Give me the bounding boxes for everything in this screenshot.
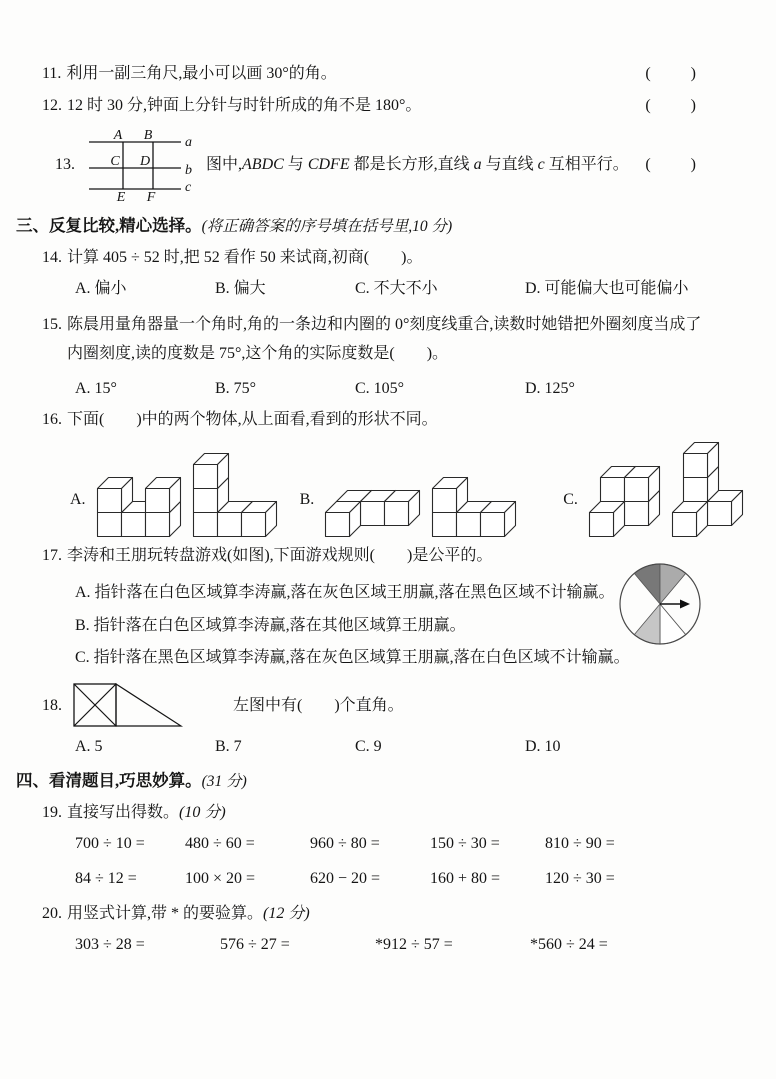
calc-item: 160 + 80 = xyxy=(430,869,501,887)
option-c: C. 9 xyxy=(355,738,382,756)
label-ABDC: ABDC xyxy=(242,156,284,173)
question-13-content xyxy=(55,128,629,202)
cube-face xyxy=(241,512,265,536)
question-12-text xyxy=(42,96,421,116)
question-13 xyxy=(0,128,776,202)
question-19-row1 xyxy=(0,834,776,854)
cube-face xyxy=(361,501,385,525)
cube-face xyxy=(385,501,409,525)
calc-item: 150 ÷ 30 = xyxy=(430,834,500,852)
question-text: 图中,ABDC 与 CDFE 都是长方形,直线 a 与直线 c 互相平行。 xyxy=(206,156,629,173)
option-a: A. 15° xyxy=(75,379,117,397)
question-text: 直接写出得数。 xyxy=(67,803,180,821)
option-b: B. 偏大 xyxy=(215,279,266,297)
question-17 xyxy=(0,546,776,675)
cube-face xyxy=(600,477,624,501)
answer-bracket: ( ) xyxy=(645,65,696,82)
question-12 xyxy=(0,96,776,116)
label-c: c xyxy=(537,156,545,173)
cube-figure-b1 xyxy=(324,489,421,538)
figure-group-c xyxy=(563,441,744,538)
question-text: 12 时 30 分,钟面上分针与时针所成的角不是 180°。 xyxy=(67,97,422,114)
point-label-B: B xyxy=(143,128,153,143)
option-a: A. 偏小 xyxy=(75,279,127,297)
question-14 xyxy=(0,248,776,268)
right-triangle xyxy=(116,684,181,726)
question-17-options xyxy=(0,577,676,675)
calc-item: 576 ÷ 27 = xyxy=(220,935,290,953)
option-b: B. 指针落在白色区域算李涛赢,落在其他区域算王朋赢。 xyxy=(75,616,466,634)
cube-figure-c2 xyxy=(671,441,744,538)
parallel-lines-figure xyxy=(84,128,202,202)
points-note: (12 分) xyxy=(263,904,310,922)
calc-item: *912 ÷ 57 = xyxy=(375,935,453,953)
point-label-E: E xyxy=(116,190,126,202)
option-d: D. 可能偏大也可能偏小 xyxy=(525,279,689,297)
option-b: B. 7 xyxy=(215,738,242,756)
line-label-c: c xyxy=(185,180,192,195)
cube-face xyxy=(672,512,696,536)
question-number: 11. xyxy=(42,65,62,82)
option-a: A. 指针落在白色区域算李涛赢,落在灰色区域王朋赢,落在黑色区域不计输赢。 xyxy=(75,583,615,601)
cube-face xyxy=(145,512,169,536)
calc-item: *560 ÷ 24 = xyxy=(530,935,608,953)
section-title: 四、看清题目,巧思妙算。 xyxy=(16,771,202,791)
cube-face xyxy=(433,512,457,536)
cube-face xyxy=(707,501,731,525)
cube-face xyxy=(589,512,613,536)
question-text: 计算 405 ÷ 52 时,把 52 看作 50 来试商,初商( )。 xyxy=(67,248,423,266)
answer-bracket: ( ) xyxy=(645,156,696,173)
cube-face xyxy=(433,488,457,512)
cube-face xyxy=(683,453,707,477)
section-title: 三、反复比较,精心选择。 xyxy=(16,216,202,235)
question-14-options xyxy=(0,279,776,299)
option-a: A. 5 xyxy=(75,738,103,756)
section-note: (31 分) xyxy=(201,773,247,791)
square-triangle-figure xyxy=(73,683,223,729)
calc-item: 100 × 20 = xyxy=(185,869,256,887)
cube-face xyxy=(624,477,648,501)
cube-face xyxy=(683,477,707,501)
calc-item: 120 ÷ 30 = xyxy=(545,869,615,887)
points-note: (10 分) xyxy=(179,803,226,821)
point-label-A: A xyxy=(113,128,123,143)
question-16-figures xyxy=(0,441,776,538)
figure-label-a: A. xyxy=(70,490,86,508)
cube-figure-a1 xyxy=(96,476,182,538)
question-11-text xyxy=(42,64,337,84)
cube-face xyxy=(457,512,481,536)
question-number: 13. xyxy=(55,156,75,173)
question-15 xyxy=(0,310,776,368)
question-number: 12. xyxy=(42,97,62,114)
label-a: a xyxy=(473,156,482,173)
cube-face xyxy=(145,488,169,512)
line-label-b: b xyxy=(185,163,192,178)
point-label-D: D xyxy=(139,154,151,169)
option-d: D. 10 xyxy=(525,738,561,756)
calc-item: 620 − 20 = xyxy=(310,869,381,887)
question-20-row xyxy=(0,935,776,955)
cube-face xyxy=(193,464,217,488)
cube-face xyxy=(217,512,241,536)
figure-group-b xyxy=(300,476,518,538)
section-3-heading xyxy=(0,216,776,237)
calc-item: 303 ÷ 28 = xyxy=(75,935,145,953)
option-d: D. 125° xyxy=(525,379,575,397)
question-18 xyxy=(0,683,776,729)
line-label-a: a xyxy=(185,135,192,150)
section-note: (将正确答案的序号填在括号里,10 分) xyxy=(201,218,453,235)
question-text: 左图中有( )个直角。 xyxy=(233,697,404,715)
cube-face xyxy=(97,512,121,536)
label-CDFE: CDFE xyxy=(307,156,350,173)
point-label-C: C xyxy=(110,154,120,169)
question-number: 15. xyxy=(42,315,62,333)
question-number: 19. xyxy=(42,803,62,821)
question-text: 李涛和王朋玩转盘游戏(如图),下面游戏规则( )是公平的。 xyxy=(67,546,493,564)
option-b: B. 75° xyxy=(215,379,257,397)
option-c: C. 105° xyxy=(355,379,405,397)
calc-item: 700 ÷ 10 = xyxy=(75,834,145,852)
figure-label-b: B. xyxy=(299,490,315,508)
question-15-options xyxy=(0,379,776,399)
cube-face xyxy=(97,488,121,512)
calc-item: 84 ÷ 12 = xyxy=(75,869,137,887)
cube-face xyxy=(193,488,217,512)
question-20 xyxy=(0,904,776,924)
section-4-heading xyxy=(0,771,776,792)
calc-item: 480 ÷ 60 = xyxy=(185,834,255,852)
question-19 xyxy=(0,803,776,823)
figure-group-a xyxy=(70,452,278,538)
question-text: 利用一副三角尺,最小可以画 30°的角。 xyxy=(66,65,337,82)
cube-figure-a2 xyxy=(192,452,278,538)
question-text-line2: 内圈刻度,读的度数是 75°,这个角的实际度数是( )。 xyxy=(67,344,449,362)
answer-bracket: ( ) xyxy=(645,97,696,114)
cube-face xyxy=(326,512,350,536)
question-text: 下面( )中的两个物体,从上面看,看到的形状不同。 xyxy=(67,410,438,428)
question-number: 20. xyxy=(42,904,62,922)
question-18-options xyxy=(0,737,776,757)
question-16 xyxy=(0,410,776,430)
cube-figure-c1 xyxy=(588,465,661,538)
option-c: C. 指针落在黑色区域算李涛赢,落在灰色区域算王朋赢,落在白色区域不计输赢。 xyxy=(75,649,630,667)
calc-item: 810 ÷ 90 = xyxy=(545,834,615,852)
question-number: 18. xyxy=(42,697,62,715)
question-11 xyxy=(0,64,776,84)
question-number: 16. xyxy=(42,410,62,428)
figure-label-c: C. xyxy=(563,490,578,508)
cube-figure-b2 xyxy=(431,476,517,538)
question-text-line1: 陈晨用量角器量一个角时,角的一条边和内圈的 0°刻度线重合,读数时她错把外圈刻度当成了 xyxy=(67,315,702,333)
question-19-row2 xyxy=(0,869,776,889)
cube-face xyxy=(121,512,145,536)
cube-face xyxy=(481,512,505,536)
option-c: C. 不大不小 xyxy=(355,279,438,297)
calc-item: 960 ÷ 80 = xyxy=(310,834,380,852)
point-label-F: F xyxy=(146,190,156,202)
spinner-arrow-head xyxy=(680,599,690,608)
cube-face xyxy=(624,501,648,525)
question-number: 14. xyxy=(42,248,62,266)
question-text: 用竖式计算,带 * 的要验算。 xyxy=(67,904,264,922)
spinner-figure xyxy=(612,558,710,652)
question-number: 17. xyxy=(42,546,62,564)
cube-face xyxy=(193,512,217,536)
